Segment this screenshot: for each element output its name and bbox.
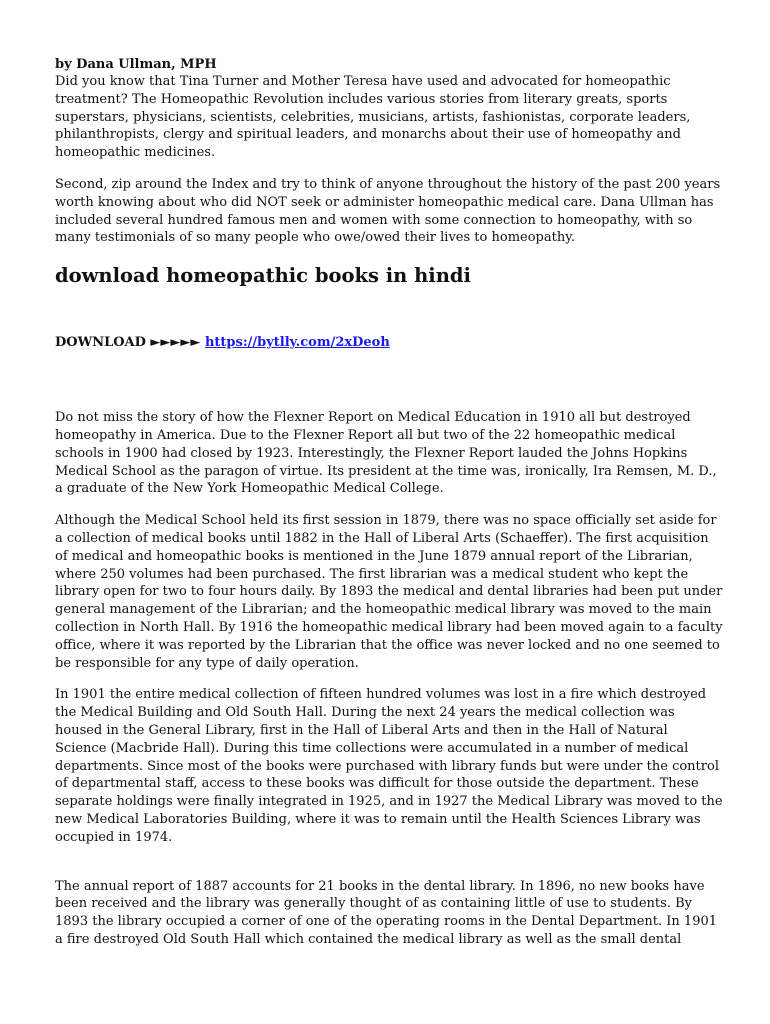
body-paragraph-2: Although the Medical School held its first session in 1879, there was no space officially set aside for a collection of medical books until 1882 in the Hall of Liberal Arts (Schaeffer). The first acquisition of medical and homeopathic books is mentioned in the June 1879 annual report of the Librarian, where 250 volumes had been purchased. The first librarian was a medical student who kept the library open for two to four hours daily. By 1893 the medical and dental libraries had been put under general management of the Librarian; and the homeopathic medical library was moved to the main collection in North Hall. By 1916 the homeopathic medical library had been moved again to a faculty office, where it was reported by the Librarian that the office was never locked and no one seemed to be responsible for any type of daily operation.: [55, 513, 723, 671]
download-label: DOWNLOAD ►►►►►: [55, 335, 205, 351]
download-link[interactable]: https://bytlly.com/2xDeoh: [204, 335, 390, 351]
page-heading: download homeopathic books in hindi: [55, 264, 471, 288]
body-paragraph-1: Do not miss the story of how the Flexner Report on Medical Education in 1910 all but destroyed homeopathy in America. Due to the Flexner Report all but two of the 22 homeopathic medical schools in 1900 had closed by 1923. Interestingly, the Flexner Report lauded the Johns Hopkins Medical School as the paragon of virtue. Its president at the time was, ironically, Ira Remsen, M. D., a graduate of the New York Homeopathic Medical College.: [55, 410, 717, 497]
intro-paragraph-2: Second, zip around the Index and try to think of anyone throughout the history of the past 200 years worth knowing about who did NOT seek or administer homeopathic medical care. Dana Ullman has included several hundred famous men and women with some connection to homeopathy, with so many testimonials of so many people who owe/owed their lives to homeopathy.: [55, 176, 721, 246]
download-line: [55, 334, 723, 351]
document-page: [55, 56, 723, 949]
body-paragraph-3: In 1901 the entire medical collection of fifteen hundred volumes was lost in a fire which destroyed the Medical Building and Old South Hall. During the next 24 years the medical collection was housed in the General Library, first in the Hall of Liberal Arts and then in the Hall of Natural Science (Macbride Hall). During this time collections were accumulated in a number of medical departments. Since most of the books were purchased with library funds but were under the control of departmental staff, access to these books was difficult for those outside the department. These separate holdings were finally integrated in 1925, and in 1927 the Medical Library was moved to the new Medical Laboratories Building, where it was to remain until the Health Sciences Library was occupied in 1974.: [55, 687, 723, 845]
author-line: by Dana Ullman, MPH: [55, 57, 217, 72]
intro-paragraph-1: Did you know that Tina Turner and Mother Teresa have used and advocated for homeopathic treatment? The Homeopathic Revolution includes various stories from literary greats, sports superstars, physicians, scientists, celebrities, musicians, artists, fashionistas, corporate leaders, philanthropists, clergy and spiritual leaders, and monarchs about their use of homeopathy and homeopathic medicines.: [55, 74, 691, 161]
body-paragraph-4: The annual report of 1887 accounts for 21 books in the dental library. In 1896, no new books have been received and the library was generally thought of as containing little of use to students. By 1893 the library occupied a corner of one of the operating rooms in the Dental Department. In 1901 a fire destroyed Old South Hall which contained the medical library as well as the small dental: [55, 878, 718, 947]
